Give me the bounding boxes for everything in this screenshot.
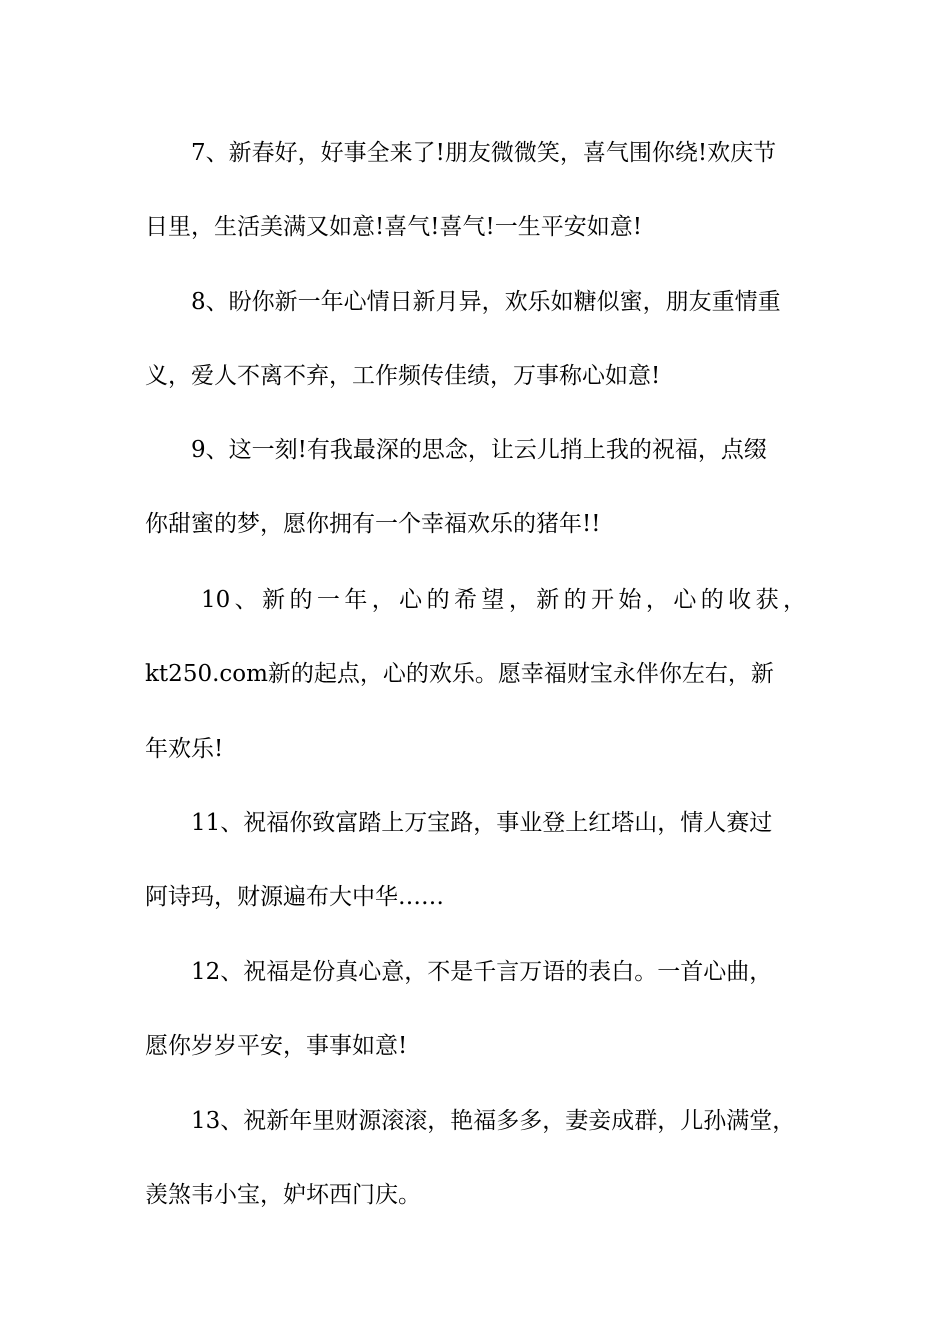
paragraph-9-line-2: 你甜蜜的梦，愿你拥有一个幸福欢乐的猪年!!	[145, 511, 601, 537]
paragraph-10-line-2: kt250.com新的起点，心的欢乐。愿幸福财宝永伴你左右，新	[145, 661, 774, 687]
paragraph-13-line-1: 13、祝新年里财源滚滚，艳福多多，妻妾成群，儿孙满堂，	[191, 1108, 796, 1134]
paragraph-7-line-2: 日里，生活美满又如意!喜气!喜气!一生平安如意!	[145, 214, 642, 240]
paragraph-8-line-1: 8、盼你新一年心情日新月异，欢乐如糖似蜜，朋友重情重	[191, 289, 781, 315]
paragraph-9-line-1: 9、这一刻!有我最深的思念，让云儿捎上我的祝福，点缀	[191, 437, 767, 463]
paragraph-7-line-1: 7、新春好，好事全来了!朋友微微笑，喜气围你绕!欢庆节	[191, 140, 777, 166]
paragraph-12-line-2: 愿你岁岁平安，事事如意!	[145, 1033, 408, 1059]
paragraph-11-line-1: 11、祝福你致富踏上万宝路，事业登上红塔山，情人赛过	[191, 810, 773, 836]
paragraph-12-line-1: 12、祝福是份真心意，不是千言万语的表白。一首心曲，	[191, 959, 773, 985]
paragraph-10-line-3: 年欢乐!	[145, 736, 224, 762]
paragraph-11-line-2: 阿诗玛，财源遍布大中华……	[145, 884, 444, 910]
paragraph-8-line-2: 义，爱人不离不弃，工作频传佳绩，万事称心如意!	[145, 363, 661, 389]
paragraph-10-line-1: 10、新的一年，心的希望，新的开始，心的收获，	[201, 587, 806, 613]
paragraph-13-line-2: 羡煞韦小宝，妒坏西门庆。	[145, 1182, 421, 1208]
